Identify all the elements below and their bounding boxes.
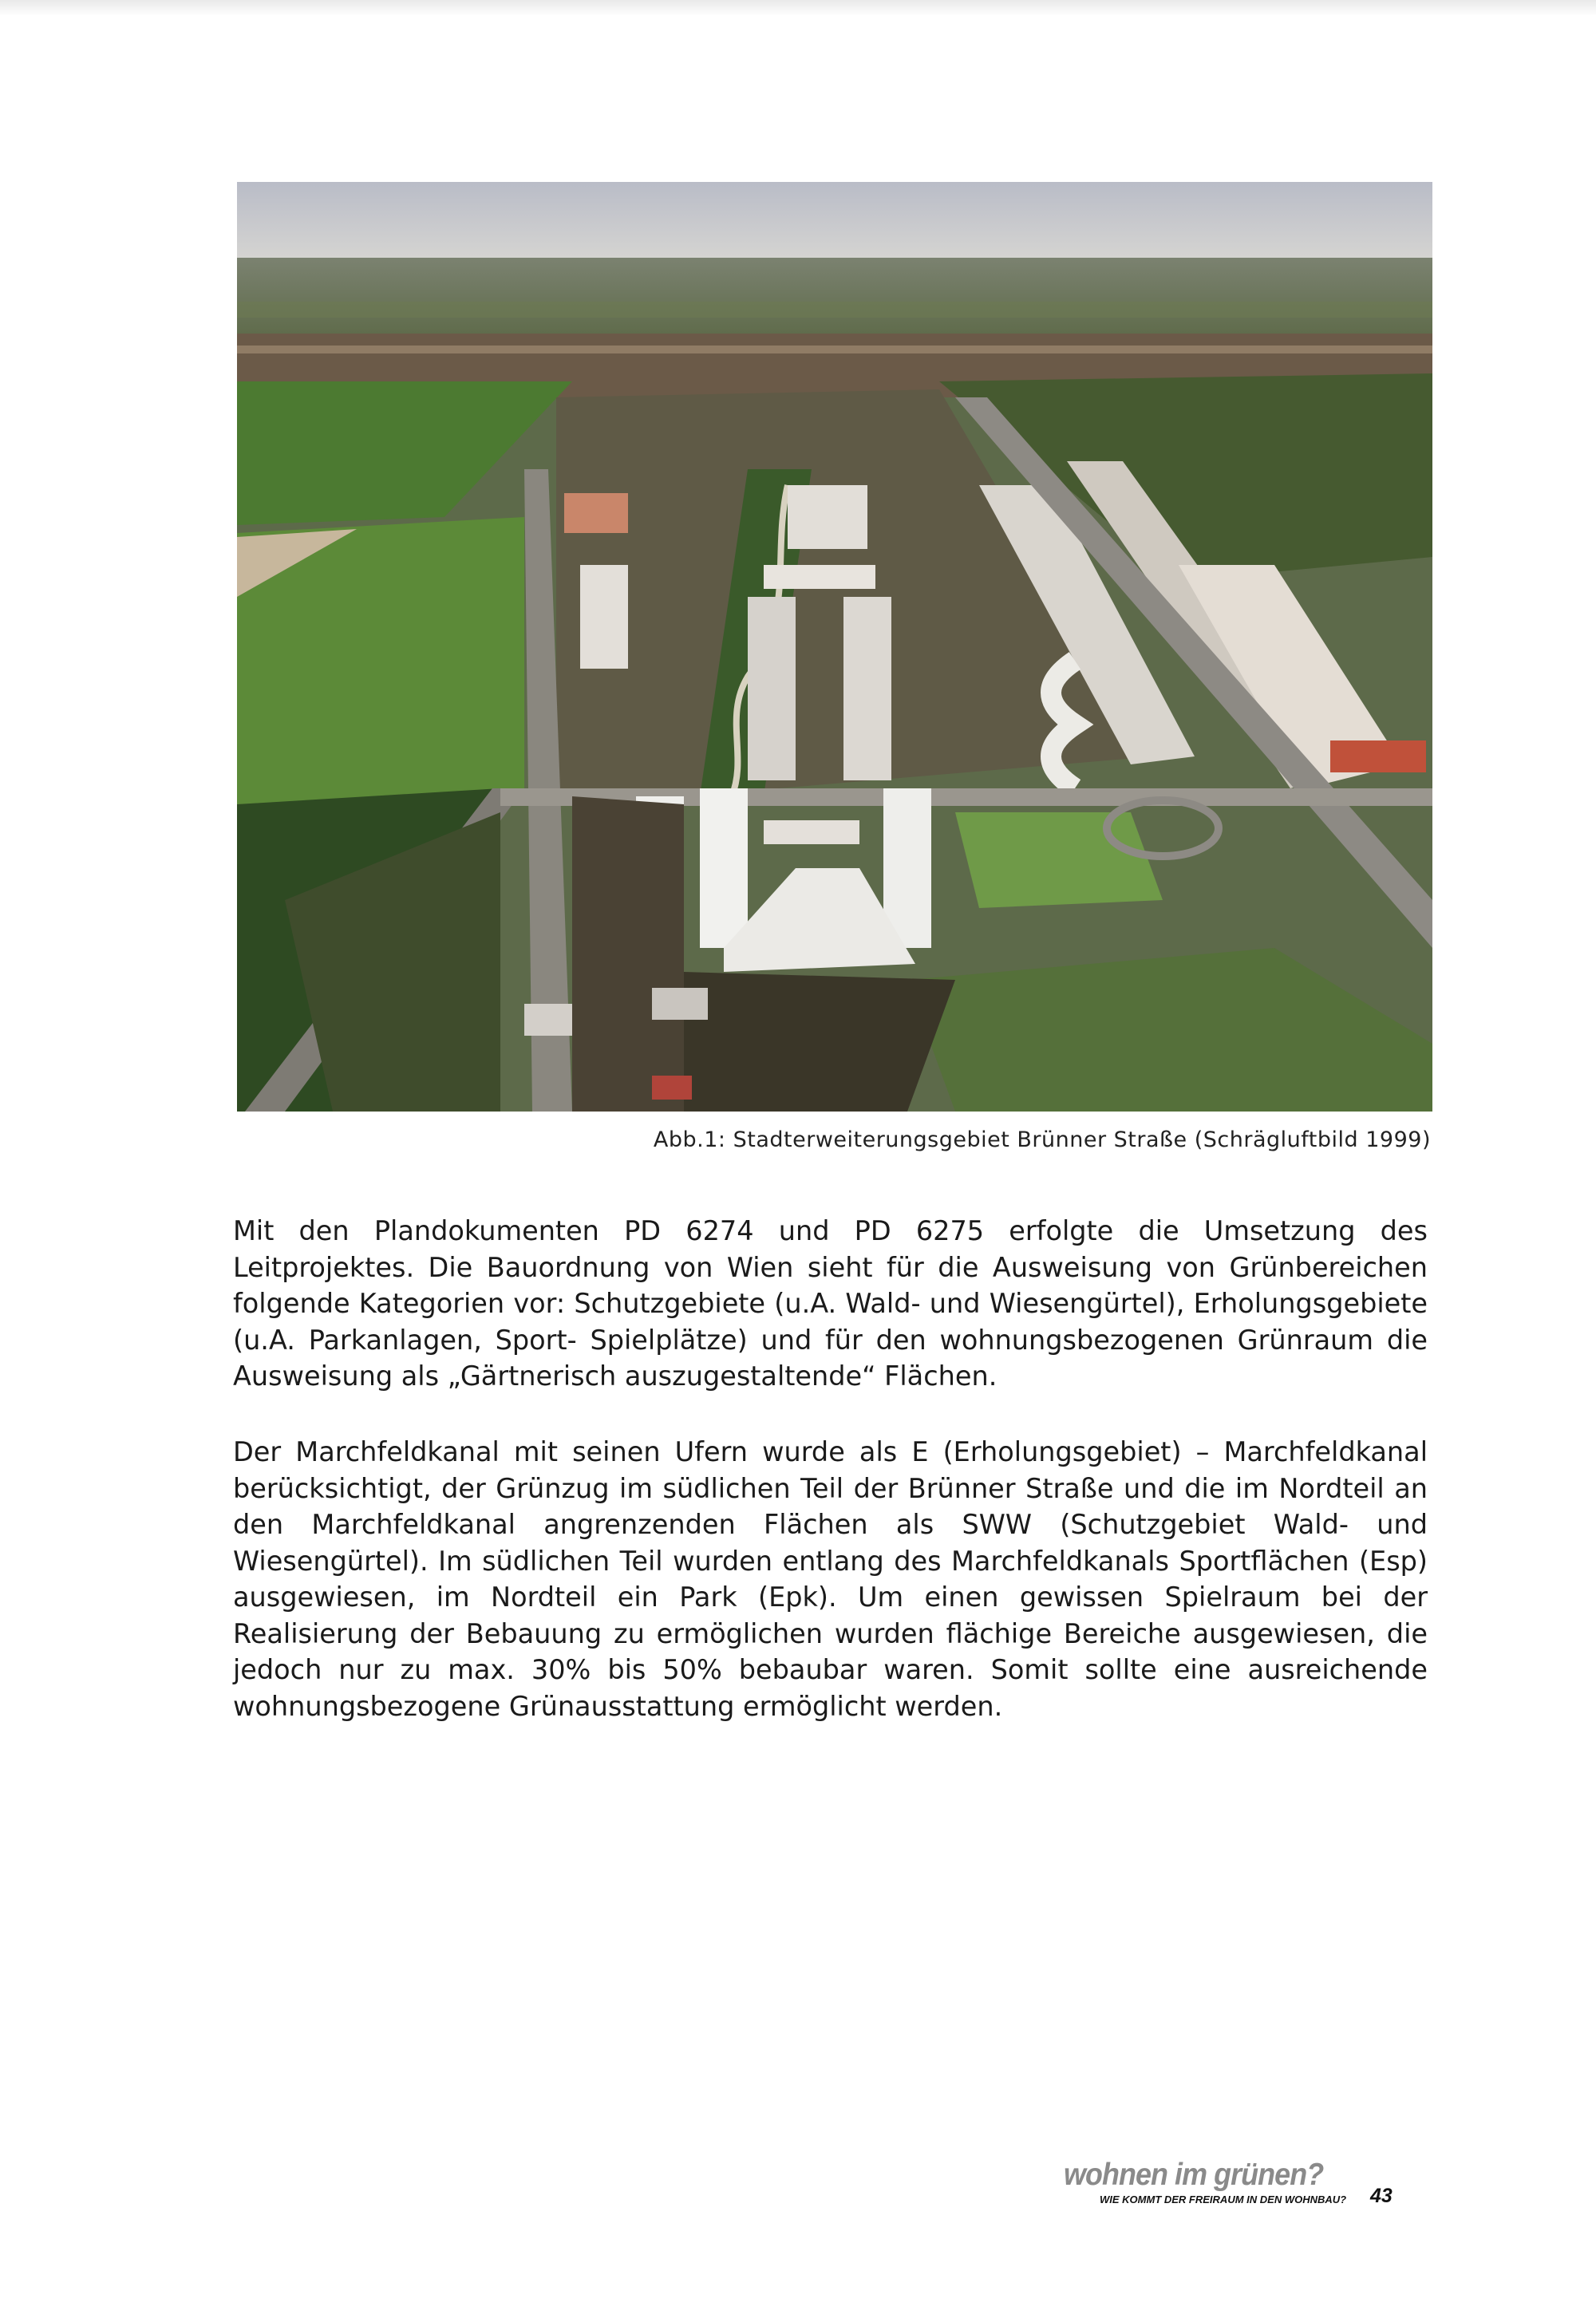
body-paragraph-1: Mit den Plandokumenten PD 6274 und PD 6275 erfolgte die Umsetzung des Leitprojektes. Die Bauordnung von Wien sieht für die Ausweisung von Grünbereichen folgende Kategorien vor: Schutzgebiete (u.A. Wald- und Wiesengürtel), Erholungsgebiete (u.A. Parkanlagen, Sport- Spielplätze) und für den wohnungsbezogenen Grünraum die Ausweisung als „Gärtnerisch auszugestaltende“ Flächen. [233,1215,1428,1392]
footer-series-title: wohnen im grünen? [1064,2158,1324,2192]
page-number: 43 [1370,2185,1393,2207]
page-top-edge [0,0,1596,16]
body-paragraph-2: Der Marchfeldkanal mit seinen Ufern wurde als E (Erholungsgebiet) – Marchfeldkanal berücksichtigt, der Grünzug im südlichen Teil der Brünner Straße und die im Nordteil an den Marchfeldkanal angrenzenden Flächen als SWW (Schutzgebiet Wald- und Wiesengürtel). Im südlichen Teil wurden entlang des Marchfeldkanals Sportflächen (Esp) ausgewiesen, im Nordteil ein Park (Epk). Um einen gewissen Spielraum bei der Realisierung der Bebauung zu ermöglichen wurden flächige Bereiche ausgewiesen, die jedoch nur zu max. 30% bis 50% bebaubar waren. Somit sollte eine ausreichende wohnungsbezogene Grünausstattung ermöglicht werden. [233,1436,1428,1722]
aerial-photo [237,182,1432,1112]
footer-series-subtitle: WIE KOMMT DER FREIRAUM IN DEN WOHNBAU? [1100,2194,1347,2205]
figure-caption: Abb.1: Stadterweiterungsgebiet Brünner Straße (Schrägluftbild 1999) [653,1127,1431,1152]
